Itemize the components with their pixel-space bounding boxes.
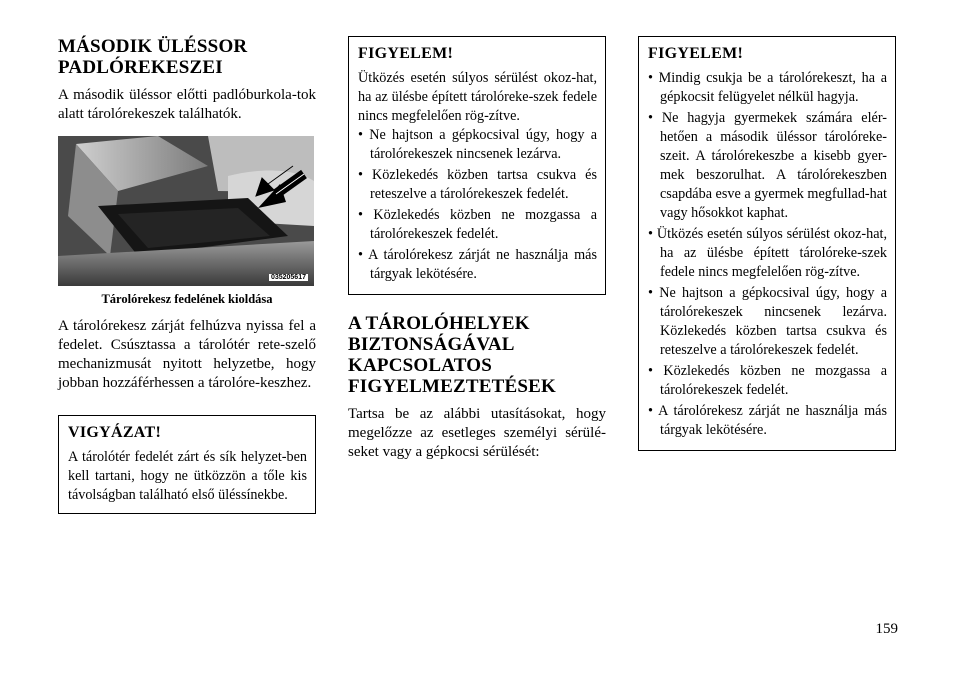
safety-paragraph: Tartsa be az alábbi utasításokat, hogy megelőzze az esetleges személyi sérülé-seket vagy a gépkocsi sérülését: [348, 406, 606, 460]
warning-box-middle [348, 36, 606, 295]
warning-intro: Ütközés esetén súlyos sérülést okoz-hat, ha az ülésbe épített tárolóreke-szek fedele nincs megfelelően rög-zítve. [358, 70, 597, 124]
warning-item: • A tárolórekesz zárját ne használja más tárgyak lekötésére. [358, 246, 597, 284]
figure-caption: Tárolórekesz fedelének kioldása [101, 292, 273, 306]
caution-text: A tárolótér fedelét zárt és sík helyzet-ben kell tartani, hogy ne ütközzön a tőle kis távolságban található első üléssínekbe. [68, 449, 307, 503]
middle-column [348, 36, 606, 462]
warning-item: • Ne hajtson a gépkocsival úgy, hogy a tárolórekeszek nincsenek lezárva. [358, 126, 597, 164]
warning-item: • Ne hagyja gyermekek számára elér-hetően a második üléssor tárolóreke-szeit. A tárolórekeszbe a kisebb gyer-mek beszorulhat. A tárolórekeszben csapdába esve a gyermek megfullad-hat vagy hősokkot kaphat. [648, 109, 887, 223]
warning-title: FIGYELEM! [358, 45, 454, 62]
warning-list [648, 69, 887, 440]
warning-item: • Közlekedés közben tartsa csukva és reteszelve a tárolórekeszek fedelét. [358, 166, 597, 204]
warning-list [358, 126, 597, 284]
caution-title: VIGYÁZAT! [68, 424, 162, 441]
storage-bin-illustration [58, 136, 314, 286]
warning-item: • Ne hajtson a gépkocsival úgy, hogy a tárolórekeszek nincsenek lezárva. Közlekedés közben tartsa csukva és reteszelve a tárolórekeszek fedelét. [648, 284, 887, 360]
right-column [638, 36, 896, 451]
warning-item: • A tárolórekesz zárját ne használja más tárgyak lekötésére. [648, 402, 887, 440]
intro-paragraph: A második üléssor előtti padlóburkola-tok alatt tárolórekeszek találhatók. [58, 87, 316, 122]
caution-box [58, 415, 316, 514]
instruction-paragraph: A tárolórekesz zárját felhúzva nyissa fel a fedelet. Csúsztassa a tárolótér rete-szelő mechanizmusát nyitott helyzetbe, hogy jobban hozzáférhessen a tárolóre-keszhez. [58, 318, 316, 391]
left-column [58, 36, 316, 514]
warning-box-right [638, 36, 896, 451]
warning-item: • Közlekedés közben ne mozgassa a tárolórekeszek fedelét. [648, 362, 887, 400]
photo-reference-code: 035205617 [270, 274, 306, 281]
section-heading-storage: MÁSODIK ÜLÉSSOR PADLÓREKESZEI [58, 36, 248, 78]
warning-item: • Mindig csukja be a tárolórekeszt, ha a gépkocsit felügyelet nélkül hagyja. [648, 69, 887, 107]
section-heading-safety: A TÁROLÓHELYEK BIZTONSÁGÁVAL KAPCSOLATOS FIGYELMEZTETÉSEK [348, 313, 557, 397]
warning-item: • Közlekedés közben ne mozgassa a tárolórekeszek fedelét. [358, 206, 597, 244]
warning-item: • Ütközés esetén súlyos sérülést okoz-hat, ha az ülésbe épített tárolóreke-szek fedele nincs megfelelően rög-zítve. [648, 225, 887, 282]
warning-title: FIGYELEM! [648, 45, 744, 62]
storage-bin-photo [58, 136, 314, 286]
page-number: 159 [875, 621, 898, 637]
